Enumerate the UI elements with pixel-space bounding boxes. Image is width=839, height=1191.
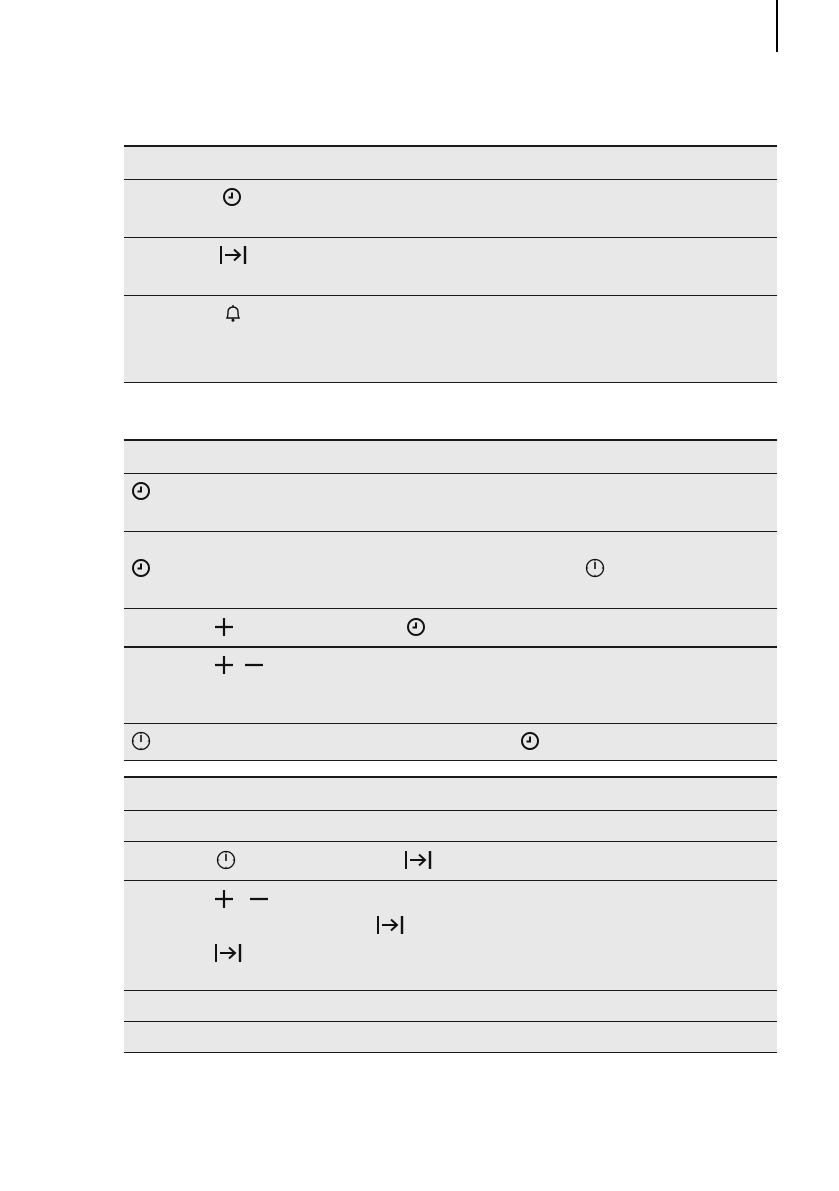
table-row	[124, 295, 777, 382]
clock-icon	[405, 616, 427, 638]
plus-icon	[213, 654, 235, 676]
plus-icon	[213, 616, 235, 638]
table-row	[124, 990, 777, 1021]
table-row	[124, 1021, 777, 1052]
table-row	[124, 179, 777, 237]
function-table-3	[124, 776, 777, 1053]
bell-icon	[222, 302, 244, 324]
minus-icon	[243, 654, 265, 676]
page-cut-line	[776, 0, 778, 52]
table-row	[124, 880, 777, 990]
table-row	[124, 531, 777, 608]
timer-dial-icon	[215, 849, 237, 871]
plus-icon	[213, 888, 235, 910]
function-table-2	[124, 439, 777, 761]
clock-icon	[519, 730, 541, 752]
timer-dial-icon	[584, 557, 606, 579]
table-row	[124, 841, 777, 880]
table-header-row	[124, 778, 777, 810]
minus-icon	[248, 888, 270, 910]
table-row	[124, 473, 777, 531]
table-row	[124, 608, 777, 646]
table-row	[124, 810, 777, 841]
end-time-arrow-icon	[403, 849, 433, 871]
function-table-1	[124, 145, 777, 383]
table-row	[124, 723, 777, 760]
table-header-row	[124, 147, 777, 179]
end-time-arrow-icon	[213, 942, 243, 964]
timer-dial-icon	[130, 730, 152, 752]
table-row	[124, 237, 777, 295]
end-time-arrow-icon	[218, 244, 248, 266]
clock-icon	[130, 480, 152, 502]
table-header-row	[124, 441, 777, 473]
end-time-arrow-icon	[375, 914, 405, 936]
clock-icon	[221, 186, 243, 208]
table-row	[124, 646, 777, 723]
clock-icon	[130, 557, 152, 579]
